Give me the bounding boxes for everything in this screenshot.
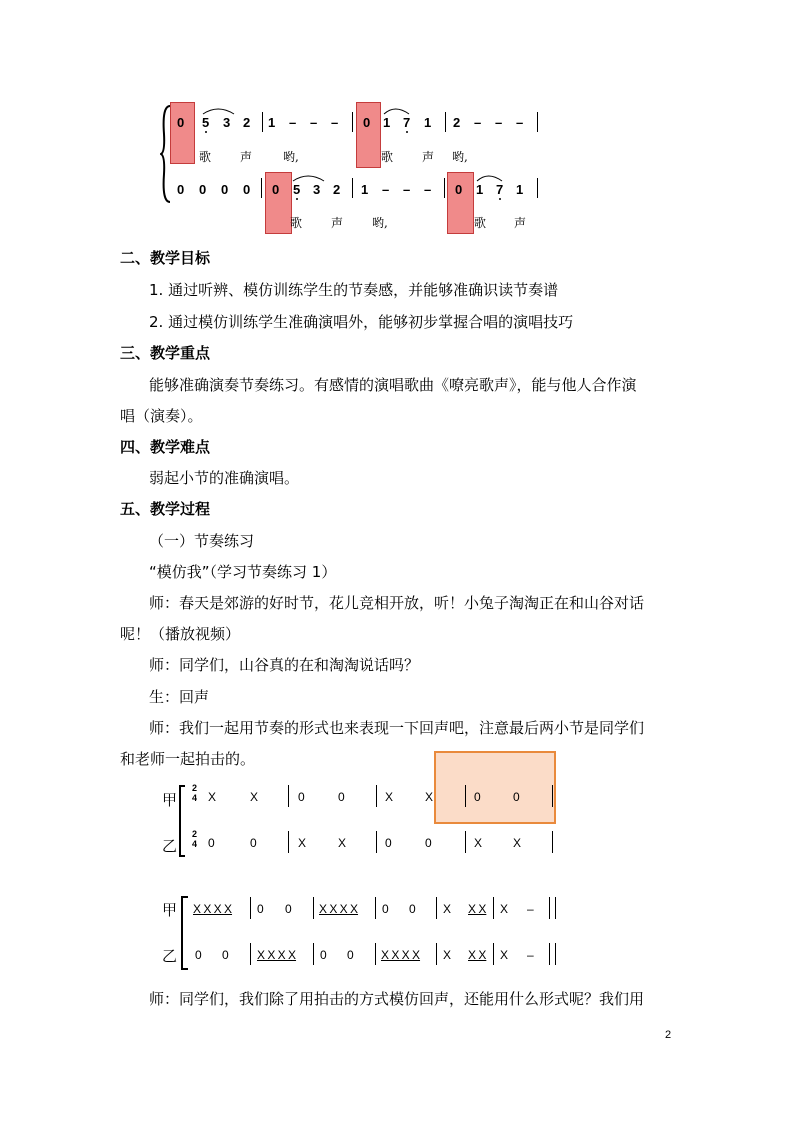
paragraph: 师：我们一起用节奏的形式也来表现一下回声吧，注意最后两小节是同学们 [149, 719, 645, 737]
rhythm-note: X [425, 790, 434, 804]
paragraph: 师：同学们，山谷真的在和淘淘说话吗？ [149, 656, 420, 674]
lyric: 声 [422, 150, 435, 164]
note: 1 [476, 182, 484, 197]
lyric: 声 [514, 216, 527, 230]
rhythm-note: X [500, 902, 509, 916]
rhythm-note: X [474, 836, 483, 850]
time-signature-top: 2 [192, 829, 198, 839]
note: 2 [453, 115, 461, 130]
note: 3 [313, 182, 321, 197]
rhythm-note: X [338, 836, 347, 850]
key-heading: 三、教学重点 [120, 344, 211, 362]
note: 1 [424, 115, 432, 130]
rhythm-group: X X X X [193, 902, 233, 916]
note: 0 [199, 182, 207, 197]
note: 3 [223, 115, 231, 130]
note: 0 [177, 115, 185, 130]
note: – [289, 115, 297, 130]
note: 5 [293, 182, 301, 197]
rhythm-note: 0 [347, 948, 354, 962]
rhythm-note: 0 [320, 948, 327, 962]
rhythm-note: 0 [338, 790, 345, 804]
tie-icon [200, 106, 240, 116]
goal-2: 2. 通过模仿训练学生准确演唱外，能够初步掌握合唱的演唱技巧 [149, 313, 574, 331]
note: – [424, 182, 432, 197]
rhythm-note: 0 [195, 948, 202, 962]
bracket-icon [178, 785, 188, 857]
note: 7 [403, 115, 411, 130]
part-label: 甲 [162, 901, 178, 919]
paragraph: 生：回声 [149, 688, 210, 706]
rhythm-note: X [443, 902, 452, 916]
lyric: 哟, [452, 150, 468, 164]
part-label: 乙 [162, 947, 178, 965]
note: 0 [455, 182, 463, 197]
note: 0 [177, 182, 185, 197]
note: – [382, 182, 390, 197]
lyric: 哟, [372, 216, 388, 230]
note: 1 [516, 182, 524, 197]
final-barline [549, 943, 556, 965]
paragraph: 呢！（播放视频） [120, 625, 241, 643]
rhythm-note: 0 [257, 902, 264, 916]
rhythm-note: X [513, 836, 522, 850]
rhythm-note: X [208, 790, 217, 804]
rhythm-note: 0 [208, 836, 215, 850]
note: 0 [243, 182, 251, 197]
difficulty-text: 弱起小节的准确演唱。 [149, 469, 300, 487]
note: – [474, 115, 482, 130]
final-barline [549, 897, 556, 919]
rhythm-group: X X [468, 948, 487, 962]
note: – [516, 115, 524, 130]
rhythm-note: – [527, 902, 534, 916]
rhythm-note: 0 [298, 790, 305, 804]
goal-1: 1. 通过听辨、模仿训练学生的节奏感，并能够准确识读节奏谱 [149, 281, 559, 299]
process-heading: 五、教学过程 [120, 500, 211, 518]
rhythm-note: 0 [409, 902, 416, 916]
lyric: 歌 [199, 150, 212, 164]
key-text-line-1: 能够准确演奏节奏练习。有感情的演唱歌曲《嘹亮歌声》，能与他人合作演 [149, 376, 637, 394]
bracket-icon [180, 896, 190, 970]
rhythm-note: X [298, 836, 307, 850]
rhythm-note: 0 [250, 836, 257, 850]
lyric: 声 [331, 216, 344, 230]
rhythm-note: 0 [385, 836, 392, 850]
note: – [403, 182, 411, 197]
tie-icon [290, 173, 330, 183]
lyric: 歌 [474, 216, 487, 230]
note: 0 [272, 182, 280, 197]
rhythm-note: 0 [222, 948, 229, 962]
note: 2 [243, 115, 251, 130]
part-label: 乙 [162, 837, 178, 855]
note: 5 [202, 115, 210, 130]
paragraph: 师：同学们，我们除了用拍击的方式模仿回声，还能用什么形式呢？我们用 [149, 990, 645, 1008]
time-signature-bottom: 4 [192, 793, 198, 803]
time-signature-bottom: 4 [192, 839, 198, 849]
rhythm-note: X [500, 948, 509, 962]
rhythm-note: 0 [425, 836, 432, 850]
process-subheading: （一）节奏练习 [149, 532, 255, 550]
note: 1 [383, 115, 391, 130]
rhythm-note: X [385, 790, 394, 804]
note: 1 [268, 115, 276, 130]
rhythm-note: 0 [474, 790, 481, 804]
lyric: 声 [240, 150, 253, 164]
rhythm-note: 0 [382, 902, 389, 916]
time-signature-top: 2 [192, 783, 198, 793]
key-text-line-2: 唱（演奏）。 [120, 407, 203, 425]
rhythm-note: X [443, 948, 452, 962]
note: 0 [363, 115, 371, 130]
lyric: 歌 [290, 216, 303, 230]
note: 0 [221, 182, 229, 197]
note: – [331, 115, 339, 130]
part-label: 甲 [162, 791, 178, 809]
rhythm-group: X X X X [257, 948, 297, 962]
note: – [495, 115, 503, 130]
difficulty-heading: 四、教学难点 [120, 438, 211, 456]
paragraph: 和老师一起拍击的。 [120, 750, 256, 768]
tie-icon [381, 106, 413, 116]
highlight-box [356, 102, 381, 168]
highlight-box [170, 102, 195, 164]
page-number: 2 [665, 1029, 672, 1041]
process-exercise-title: “模仿我”（学习节奏练习 1） [149, 563, 337, 581]
note: 7 [496, 182, 504, 197]
rhythm-note: X [250, 790, 259, 804]
note: 2 [333, 182, 341, 197]
goals-heading: 二、教学目标 [120, 249, 211, 267]
paragraph: 师：春天是郊游的好时节，花儿竞相开放，听！小兔子淘淘正在和山谷对话 [149, 594, 645, 612]
rhythm-note: – [527, 948, 534, 962]
note: 1 [361, 182, 369, 197]
rhythm-note: 0 [285, 902, 292, 916]
tie-icon [474, 173, 506, 183]
rhythm-group: X X X X [319, 902, 359, 916]
rhythm-note: 0 [513, 790, 520, 804]
lyric: 哟, [283, 150, 299, 164]
lyric: 歌 [381, 150, 394, 164]
note: – [310, 115, 318, 130]
highlight-box [434, 751, 556, 824]
rhythm-group: X X X X [381, 948, 421, 962]
rhythm-group: X X [468, 902, 487, 916]
